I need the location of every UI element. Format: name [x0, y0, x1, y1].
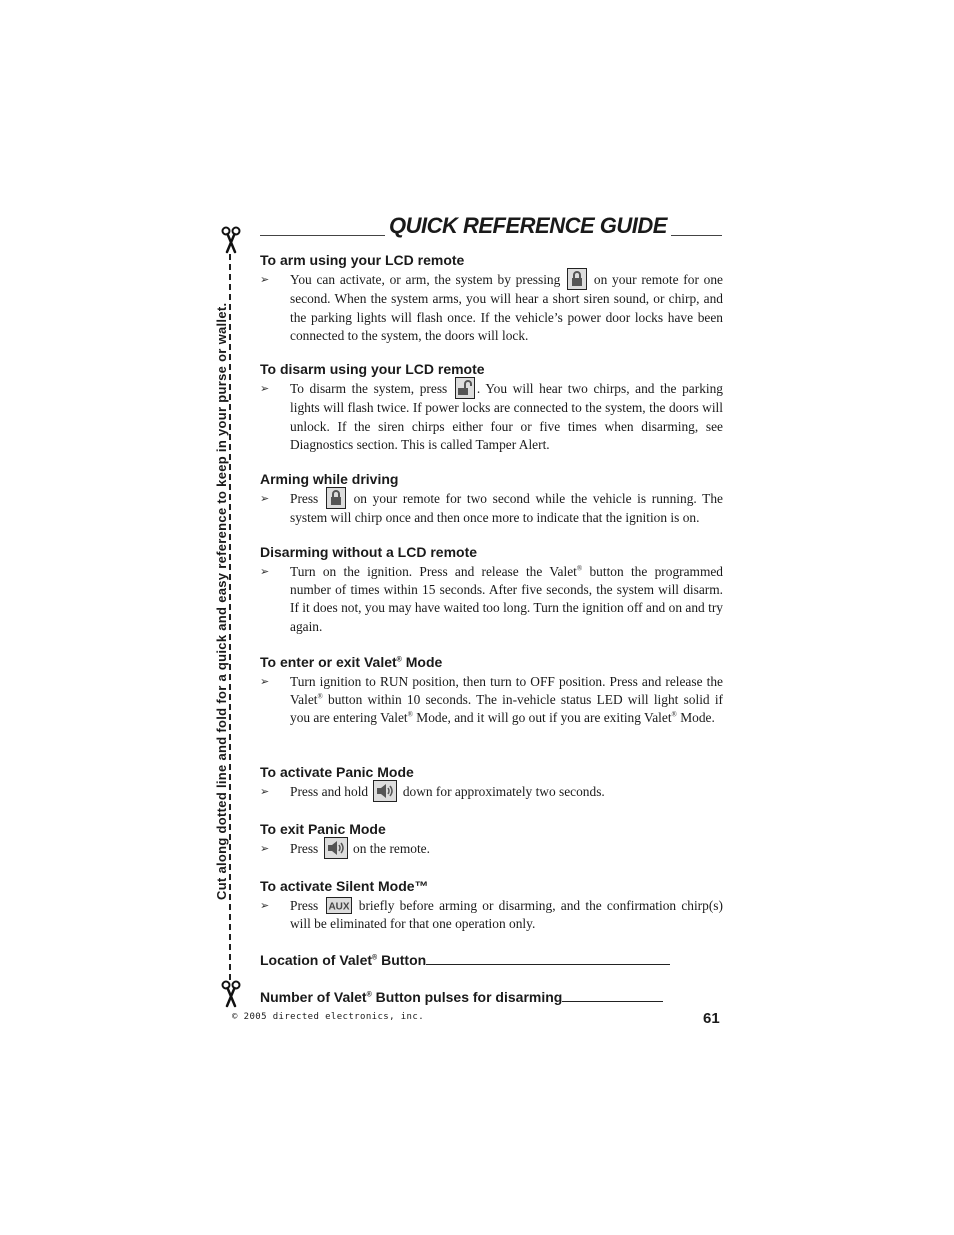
- scissors-icon: [221, 226, 241, 254]
- section-arming-driving: [260, 471, 723, 528]
- section-activate-panic: [260, 764, 723, 802]
- speaker-icon: [324, 837, 348, 859]
- section-heading: To enter or exit Valet® Mode: [260, 654, 443, 670]
- page-number: 61: [703, 1010, 720, 1027]
- bullet-arrow-icon: ➢: [260, 900, 270, 912]
- section-heading: To arm using your LCD remote: [260, 252, 465, 268]
- fill-in-blank[interactable]: [562, 988, 663, 1002]
- copyright: © 2005 directed electronics, inc.: [232, 1012, 425, 1022]
- section-text: ➢ To disarm the system, press . You will hear two chirps, and the parking lights will flash twice. If power locks are connected to the system, the doors will unlock. If the siren chirps either four or five times when disarming, see Diagnostics section. This is called Tamper Alert.: [260, 380, 723, 454]
- section-silent-mode: [260, 878, 723, 933]
- svg-text:AUX: AUX: [327, 901, 350, 913]
- section-text: ➢ Press AUX briefly before arming or disarming, and the confirmation chirp(s) will be eliminated for that one operation only.: [260, 898, 723, 932]
- section-arm: [260, 252, 723, 345]
- lock-closed-icon: [326, 487, 346, 509]
- cut-instruction: Cut along dotted line and fold for a quick and easy reference to keep in your purse or wallet.: [214, 302, 229, 900]
- speaker-icon: [373, 780, 397, 802]
- aux-icon: [326, 897, 352, 914]
- section-disarm: [260, 361, 723, 454]
- bullet-arrow-icon: ➢: [260, 676, 270, 688]
- bullet-arrow-icon: ➢: [260, 843, 270, 855]
- section-text: ➢ Press on the remote.: [260, 840, 723, 859]
- bullet-arrow-icon: ➢: [260, 383, 270, 395]
- bullet-arrow-icon: ➢: [260, 493, 270, 505]
- lock-closed-icon: [567, 268, 587, 290]
- bullet-arrow-icon: ➢: [260, 786, 270, 798]
- section-heading: To disarm using your LCD remote: [260, 361, 485, 377]
- cut-dotted-line: [229, 254, 231, 980]
- scissors-icon: [221, 980, 241, 1008]
- section-exit-panic: [260, 821, 723, 859]
- fill-in-blank[interactable]: [426, 951, 670, 965]
- section-text: ➢ You can activate, or arm, the system by pressing on your remote for one second. When the system arms, you will hear a short siren sound, or chirp, and the parking lights will flash once. If the vehicle’s power door locks have been connected to the system, the doors will lock.: [260, 271, 723, 345]
- bullet-arrow-icon: ➢: [260, 274, 270, 286]
- section-heading: Disarming without a LCD remote: [260, 544, 478, 560]
- page-title: QUICK REFERENCE GUIDE: [385, 213, 671, 239]
- section-text: ➢ Turn on the ignition. Press and release the Valet® button the programmed number of times within 15 seconds. After five seconds, the system will disarm. If it does not, you may have waited too long. Turn the ignition off and on and try again.: [260, 564, 724, 634]
- section-valet-mode: [260, 654, 723, 728]
- lock-open-icon: [455, 377, 475, 399]
- bullet-arrow-icon: ➢: [260, 566, 270, 578]
- valet-pulses-field: Number of Valet® Button pulses for disarming: [260, 988, 723, 1008]
- section-text: ➢ Press on your remote for two second while the vehicle is running. The system will chirp once and then once more to indicate that the ignition is on.: [260, 490, 723, 528]
- section-text: ➢ Turn ignition to RUN position, then turn to OFF position. Press and release the Valet® button within 10 seconds. The in-vehicle status LED will light solid if you are entering Valet® Mode, and it will go out if you are exiting Valet® Mode.: [260, 674, 723, 726]
- section-heading: To activate Panic Mode: [260, 764, 414, 780]
- section-heading: To exit Panic Mode: [260, 821, 386, 837]
- section-heading: Arming while driving: [260, 471, 399, 487]
- section-heading: To activate Silent Mode™: [260, 878, 429, 894]
- valet-location-field: Location of Valet® Button: [260, 951, 723, 971]
- section-disarming-without-remote: [260, 544, 723, 636]
- section-text: ➢ Press and hold down for approximately two seconds.: [260, 783, 723, 802]
